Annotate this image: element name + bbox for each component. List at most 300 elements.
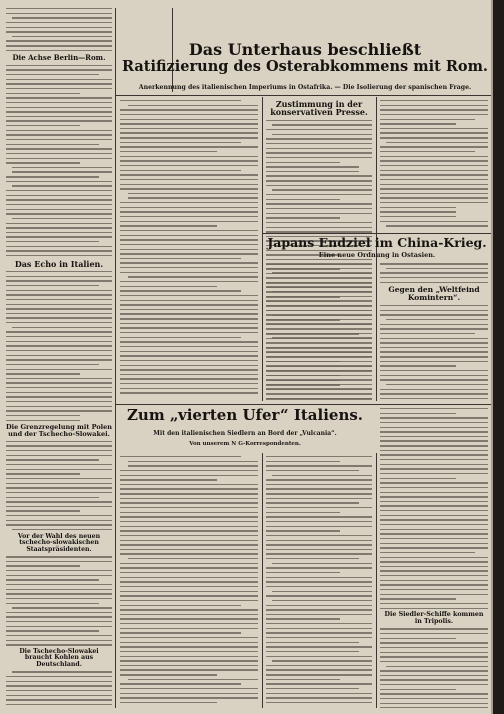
text-line (120, 479, 217, 480)
text-line (380, 533, 488, 534)
text-line (6, 322, 112, 323)
text-line (380, 174, 488, 175)
text-line (120, 249, 258, 250)
text-line (272, 291, 372, 292)
text-line (120, 665, 258, 666)
text-line (266, 398, 372, 399)
text-line (380, 333, 475, 334)
text-line (266, 199, 340, 200)
text-line (120, 702, 217, 703)
text-line (6, 676, 112, 677)
text-line (6, 565, 80, 566)
text-line (6, 241, 99, 242)
text-line (380, 496, 488, 497)
text-line (120, 290, 241, 291)
text-line (266, 512, 340, 513)
text-line (6, 83, 112, 84)
text-line (6, 176, 99, 177)
text-line (380, 379, 488, 380)
text-line (380, 165, 488, 166)
text-line (120, 258, 241, 259)
text-line (120, 128, 258, 129)
text-line (6, 355, 112, 356)
text-line (120, 388, 258, 389)
text-line (6, 148, 112, 149)
text-line (6, 699, 112, 700)
text-line (380, 417, 488, 418)
text-line (266, 129, 372, 130)
text-line (272, 337, 372, 338)
text-line (12, 218, 112, 219)
text-line (6, 704, 112, 705)
text-line (266, 166, 359, 167)
text-line (120, 456, 241, 457)
text-line (386, 384, 488, 385)
text-line (120, 239, 258, 240)
text-line (120, 544, 258, 545)
text-line (266, 470, 359, 471)
text-line (120, 151, 217, 152)
text-line (6, 561, 112, 562)
text-line (266, 688, 359, 689)
text-line (6, 459, 99, 460)
text-line (272, 660, 372, 661)
text-line (6, 524, 112, 525)
column-2-upper (120, 100, 258, 400)
text-line (6, 336, 112, 337)
text-line (120, 623, 258, 624)
text-line (120, 586, 258, 587)
text-line (272, 134, 372, 135)
text-line (6, 120, 112, 121)
text-line (120, 553, 258, 554)
text-line (12, 171, 112, 172)
text-line (266, 674, 372, 675)
text-line (380, 282, 488, 283)
text-line (6, 139, 112, 140)
text-line (266, 277, 372, 278)
text-line (120, 618, 258, 619)
text-line (6, 510, 80, 511)
text-line (380, 160, 488, 161)
text-line (266, 693, 372, 694)
text-line (266, 628, 372, 629)
text-line (266, 213, 372, 214)
text-line (380, 675, 488, 676)
text-line (380, 515, 488, 516)
text-line (266, 120, 372, 121)
text-line (120, 637, 258, 638)
text-line (266, 203, 372, 204)
text-line (380, 468, 488, 469)
text-line (6, 640, 112, 641)
text-line (266, 388, 372, 389)
text-line (120, 581, 258, 582)
text-line (120, 660, 258, 661)
text-line (6, 69, 112, 70)
text-line (266, 581, 372, 582)
text-line (266, 143, 372, 144)
text-line (380, 347, 488, 348)
text-line (120, 526, 258, 527)
text-line (272, 475, 372, 476)
text-line (266, 558, 359, 559)
text-line (266, 323, 372, 324)
text-line (380, 431, 488, 432)
text-line (120, 507, 258, 508)
text-line (380, 566, 488, 567)
text-line (120, 137, 258, 138)
text-line (6, 209, 112, 210)
text-line (380, 647, 488, 648)
text-line (266, 231, 372, 232)
text-line (6, 626, 112, 627)
text-line (120, 300, 258, 301)
text-line (266, 697, 372, 698)
text-line (120, 502, 258, 503)
text-line (6, 681, 112, 682)
text-line (380, 197, 488, 198)
text-line (266, 300, 372, 301)
feature-subheadline: Mit den italienischen Siedlern an Bord der „Vulcania“. (153, 430, 337, 437)
text-line (380, 608, 488, 609)
text-line (6, 13, 112, 14)
text-line (380, 698, 488, 699)
text-line (380, 408, 488, 409)
section-rule (116, 404, 493, 405)
text-line (6, 406, 112, 407)
text-line (120, 567, 258, 568)
text-line (6, 464, 112, 465)
text-line (6, 313, 112, 314)
text-line (380, 398, 488, 399)
text-line (266, 456, 372, 457)
section-rule (116, 95, 493, 96)
text-line (266, 305, 372, 306)
text-line (6, 31, 112, 32)
text-line (6, 685, 112, 686)
text-line (266, 632, 372, 633)
text-line (120, 609, 258, 610)
text-line (380, 510, 488, 511)
text-line (380, 501, 488, 502)
text-line (386, 319, 488, 320)
column-left (6, 8, 112, 708)
text-line (120, 516, 258, 517)
text-line (266, 572, 340, 573)
text-line (120, 488, 258, 489)
text-line (6, 74, 99, 75)
text-line (380, 114, 488, 115)
text-line (380, 538, 488, 539)
text-line (120, 318, 258, 319)
text-line (266, 646, 372, 647)
text-line (266, 530, 340, 531)
column-4-lower (380, 408, 488, 708)
text-line (6, 593, 112, 594)
text-line (266, 157, 372, 158)
text-line (120, 498, 258, 499)
text-line (266, 521, 372, 522)
text-line (120, 170, 241, 171)
text-line (380, 156, 488, 157)
text-line (380, 277, 488, 278)
text-line (120, 383, 258, 384)
text-line (6, 644, 112, 645)
text-line (386, 142, 488, 143)
text-line (380, 445, 488, 446)
text-line (266, 347, 372, 348)
text-line (120, 628, 258, 629)
text-line (266, 679, 340, 680)
text-line (266, 614, 372, 615)
text-line (380, 263, 488, 264)
text-line (266, 370, 372, 371)
text-line (380, 633, 488, 634)
text-line (266, 227, 372, 228)
article-heading: Japans Endziel im China-Krieg. (267, 236, 487, 250)
text-line (120, 123, 258, 124)
text-line (120, 656, 258, 657)
text-line (120, 235, 258, 236)
text-line (380, 598, 456, 599)
text-line (380, 661, 488, 662)
text-line (266, 296, 372, 297)
text-line (120, 332, 258, 333)
text-line (266, 375, 340, 376)
text-line (266, 526, 372, 527)
text-line (6, 107, 112, 108)
text-line (266, 702, 372, 703)
text-line (266, 595, 372, 596)
text-line (380, 557, 488, 558)
text-line (120, 160, 258, 161)
text-line (266, 217, 340, 218)
text-line (380, 342, 488, 343)
text-line (380, 656, 488, 657)
text-line (266, 286, 372, 287)
column-rule (376, 453, 377, 708)
text-line (6, 364, 99, 365)
text-line (380, 338, 488, 339)
text-line (6, 450, 112, 451)
text-line (380, 684, 488, 685)
text-line (120, 577, 258, 578)
text-line (380, 492, 488, 493)
text-line (120, 355, 258, 356)
text-line (6, 250, 112, 251)
text-line (386, 268, 488, 269)
text-line (120, 100, 241, 101)
text-line (6, 369, 112, 370)
text-line (266, 361, 372, 362)
text-line (120, 470, 258, 471)
text-line (380, 450, 488, 451)
text-line (380, 365, 456, 366)
text-line (6, 102, 112, 103)
text-line (380, 193, 488, 194)
text-line (6, 79, 112, 80)
text-line (6, 134, 112, 135)
text-line (6, 506, 112, 507)
main-subheadline: Anerkennung des italienischen Imperiums in Ostafrika. — Die Isolierung der spanischen Frage. (138, 84, 472, 91)
text-line (128, 679, 258, 680)
text-line (120, 374, 258, 375)
text-line (120, 683, 241, 684)
text-line (6, 635, 112, 636)
text-line (120, 286, 217, 287)
text-line (6, 492, 112, 493)
text-line (128, 193, 258, 194)
text-line (120, 351, 258, 352)
text-line (6, 290, 112, 291)
text-line (380, 207, 456, 208)
text-line (380, 128, 488, 129)
text-line (6, 382, 112, 383)
text-line (6, 116, 112, 117)
text-line (380, 146, 488, 147)
text-line (380, 151, 475, 152)
text-line (266, 194, 372, 195)
binding-edge (493, 0, 504, 714)
text-line (380, 689, 456, 690)
text-line (6, 497, 99, 498)
text-line (266, 618, 340, 619)
text-line (272, 591, 372, 592)
text-line (272, 124, 372, 125)
text-line (6, 317, 112, 318)
text-line (266, 567, 372, 568)
text-line (6, 520, 112, 521)
text-line (6, 232, 112, 233)
text-line (6, 612, 112, 613)
text-line (380, 524, 488, 525)
text-line (380, 642, 488, 643)
text-line (120, 632, 241, 633)
article-heading: Die Grenzregelung mit Polen und der Tschecho-Slowakei. (6, 423, 112, 438)
text-line (6, 345, 112, 346)
text-line (380, 547, 488, 548)
text-line (6, 483, 112, 484)
text-line (120, 688, 258, 689)
text-line (380, 454, 488, 455)
text-line (272, 272, 372, 273)
text-line (380, 422, 488, 423)
text-line (120, 225, 217, 226)
text-line (386, 225, 488, 226)
article-heading: Zustimmung in der konservativen Presse. (270, 100, 368, 118)
text-line (266, 549, 372, 550)
text-line (6, 294, 112, 295)
text-line (6, 501, 112, 502)
text-line (266, 314, 372, 315)
text-line (380, 543, 488, 544)
text-line (380, 389, 488, 390)
text-line (380, 123, 456, 124)
text-line (120, 221, 258, 222)
text-line (6, 8, 112, 9)
text-line (12, 529, 112, 530)
text-line (120, 142, 241, 143)
text-line (120, 313, 258, 314)
text-line (120, 165, 258, 166)
article-heading: Die Achse Berlin—Rom. (12, 53, 106, 63)
text-line (6, 331, 112, 332)
text-line (120, 365, 258, 366)
text-line (6, 420, 80, 421)
text-line (12, 185, 112, 186)
text-line (6, 276, 112, 277)
text-line (380, 109, 488, 110)
text-line (380, 473, 488, 474)
text-line (6, 308, 112, 309)
text-line (128, 105, 258, 106)
text-line (128, 197, 258, 198)
text-line (6, 162, 80, 163)
text-line (6, 575, 112, 576)
text-line (380, 628, 488, 629)
text-line (120, 614, 258, 615)
text-line (266, 586, 372, 587)
text-line (120, 540, 258, 541)
text-line (120, 595, 258, 596)
text-line (6, 153, 112, 154)
text-line (6, 144, 99, 145)
text-line (6, 473, 80, 474)
text-line (6, 616, 112, 617)
text-line (380, 314, 488, 315)
text-line (6, 199, 112, 200)
text-line (380, 561, 488, 562)
text-line (266, 379, 372, 380)
text-line (12, 327, 112, 328)
text-line (120, 693, 258, 694)
text-line (380, 652, 488, 653)
text-line (120, 281, 258, 282)
text-line (266, 553, 372, 554)
text-line (380, 679, 488, 680)
text-line (120, 646, 258, 647)
text-line (380, 594, 488, 595)
text-line (266, 507, 372, 508)
text-line (120, 337, 241, 338)
text-line (380, 119, 475, 120)
text-line (120, 188, 258, 189)
text-line (380, 459, 488, 460)
text-line (120, 530, 258, 531)
text-line (266, 651, 359, 652)
text-line (6, 570, 112, 571)
text-line (120, 369, 258, 370)
text-line (380, 580, 488, 581)
text-line (120, 549, 258, 550)
feature-byline: Von unserem N G-Korrespondenten. (189, 441, 301, 447)
text-line (128, 465, 258, 466)
text-line (120, 253, 258, 254)
text-line (266, 351, 372, 352)
text-line (12, 607, 112, 608)
text-line (380, 216, 456, 217)
text-line (12, 167, 112, 168)
text-line (266, 535, 372, 536)
text-line (120, 262, 258, 263)
text-line (120, 230, 258, 231)
article-heading: Die Siedler-Schiffe kommen in Tripolis. (384, 611, 484, 625)
text-line (6, 246, 112, 247)
text-line (266, 488, 372, 489)
text-line (272, 189, 372, 190)
text-line (380, 584, 488, 585)
